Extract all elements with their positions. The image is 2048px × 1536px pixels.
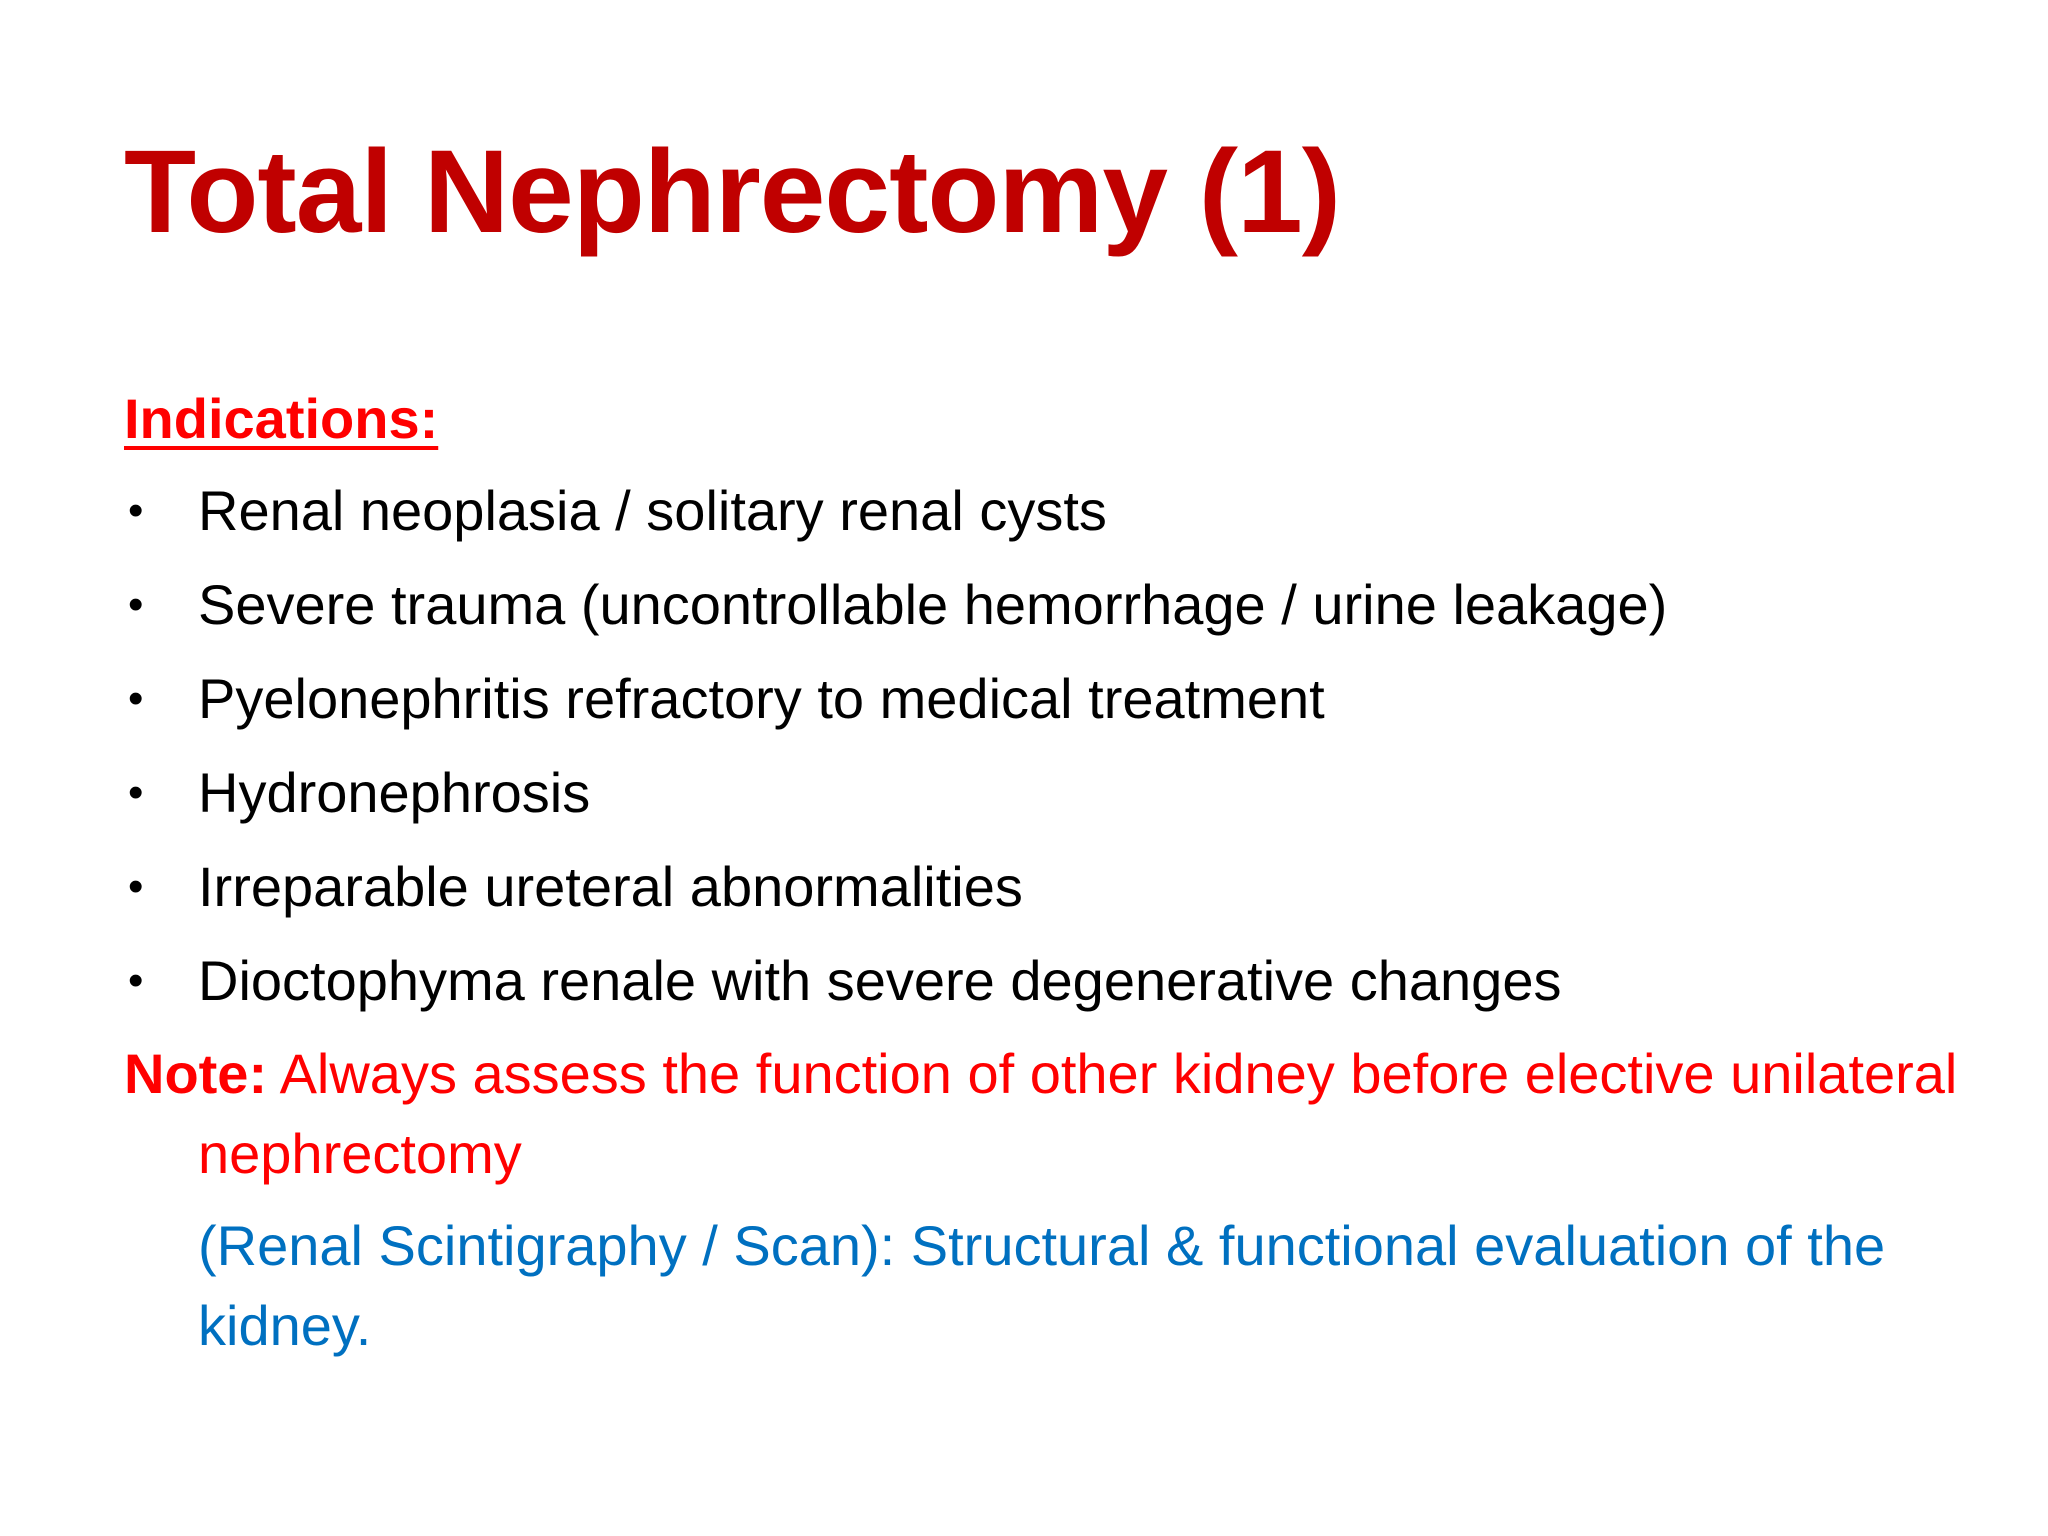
- list-item-text: Dioctophyma renale with severe degenerative changes: [198, 949, 1562, 1012]
- bullet-icon: •: [128, 956, 144, 1005]
- indications-heading: Indications:: [124, 387, 439, 450]
- note-label: Note:: [124, 1042, 268, 1105]
- bullet-icon: •: [128, 674, 144, 723]
- bullet-icon: •: [128, 862, 144, 911]
- list-item: [124, 946, 1964, 1016]
- list-item: [124, 664, 1964, 734]
- note-paragraph: [124, 1034, 1964, 1194]
- list-item: [124, 758, 1964, 828]
- list-item: [124, 570, 1964, 640]
- slide-body: [124, 384, 1964, 1366]
- list-item-text: Hydronephrosis: [198, 761, 591, 824]
- scintigraphy-paragraph: (Renal Scintigraphy / Scan): Structural & functional evaluation of the kidney.: [198, 1214, 1886, 1357]
- note-text: Always assess the function of other kidney before elective unilateral nephrectomy: [198, 1042, 1958, 1185]
- bullet-icon: •: [128, 580, 144, 629]
- indications-list: [124, 476, 1964, 1016]
- list-item-text: Pyelonephritis refractory to medical treatment: [198, 667, 1325, 730]
- list-item: [124, 852, 1964, 922]
- list-item-text: Irreparable ureteral abnormalities: [198, 855, 1023, 918]
- list-item: [124, 476, 1964, 546]
- list-item-text: Severe trauma (uncontrollable hemorrhage / urine leakage): [198, 573, 1668, 636]
- bullet-icon: •: [128, 768, 144, 817]
- list-item-text: Renal neoplasia / solitary renal cysts: [198, 479, 1107, 542]
- bullet-icon: •: [128, 486, 144, 535]
- slide-title: Total Nephrectomy (1): [124, 126, 1340, 258]
